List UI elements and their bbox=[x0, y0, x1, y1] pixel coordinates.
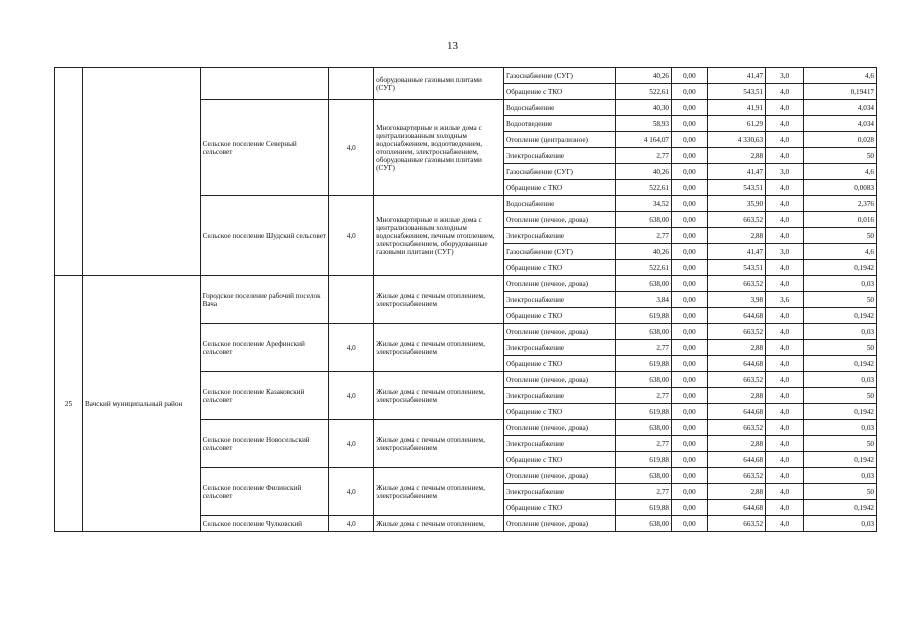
tariff-base-cell: 522,61 bbox=[616, 260, 672, 276]
tariff-base-cell: 2,77 bbox=[616, 388, 672, 404]
norm-cell: 50 bbox=[804, 228, 877, 244]
tariff-zero-cell: 0,00 bbox=[672, 516, 708, 532]
tariff-zero-cell: 0,00 bbox=[672, 244, 708, 260]
settlement-cell bbox=[200, 68, 329, 100]
housing-type-cell: Жилые дома с печным отоплением, электроснабжением bbox=[374, 372, 504, 420]
utility-cell: Электроснабжение bbox=[504, 148, 616, 164]
tariff-base-cell: 619,88 bbox=[616, 452, 672, 468]
utility-cell: Отопление (печное, дрова) bbox=[504, 516, 616, 532]
utility-cell: Газоснабжение (СУГ) bbox=[504, 68, 616, 84]
utility-cell: Электроснабжение bbox=[504, 340, 616, 356]
norm-cell: 0,03 bbox=[804, 420, 877, 436]
norm-cell: 0,03 bbox=[804, 516, 877, 532]
tariff-new-cell: 3,98 bbox=[707, 292, 765, 308]
tariff-base-cell: 522,61 bbox=[616, 180, 672, 196]
norm-cell: 0,03 bbox=[804, 276, 877, 292]
tariff-new-cell: 543,51 bbox=[707, 84, 765, 100]
tariff-base-cell: 34,52 bbox=[616, 196, 672, 212]
utility-cell: Газоснабжение (СУГ) bbox=[504, 244, 616, 260]
tariff-new-cell: 41,47 bbox=[707, 68, 765, 84]
settlement-cell: Сельское поселение Шудский сельсовет bbox=[200, 196, 329, 276]
tariff-zero-cell: 0,00 bbox=[672, 276, 708, 292]
norm-cell: 0,1942 bbox=[804, 308, 877, 324]
increase-cell: 4,0 bbox=[766, 84, 804, 100]
district-cell: Вачский муниципальный район bbox=[82, 276, 200, 532]
tariff-zero-cell: 0,00 bbox=[672, 100, 708, 116]
housing-type-cell: Жилые дома с печным отоплением, электроснабжением bbox=[374, 276, 504, 324]
norm-cell: 50 bbox=[804, 292, 877, 308]
tariff-new-cell: 2,88 bbox=[707, 436, 765, 452]
increase-cell: 4,0 bbox=[766, 468, 804, 484]
tariff-new-cell: 663,52 bbox=[707, 516, 765, 532]
tariff-zero-cell: 0,00 bbox=[672, 308, 708, 324]
tariff-new-cell: 663,52 bbox=[707, 276, 765, 292]
tariff-new-cell: 543,51 bbox=[707, 180, 765, 196]
tariff-zero-cell: 0,00 bbox=[672, 404, 708, 420]
tariff-new-cell: 644,68 bbox=[707, 308, 765, 324]
tariff-base-cell: 638,00 bbox=[616, 468, 672, 484]
tariff-zero-cell: 0,00 bbox=[672, 292, 708, 308]
norm-cell: 0,19417 bbox=[804, 84, 877, 100]
tariff-base-cell: 4 164,07 bbox=[616, 132, 672, 148]
increase-cell: 4,0 bbox=[766, 420, 804, 436]
tariff-base-cell: 40,26 bbox=[616, 164, 672, 180]
utility-cell: Отопление (печное, дрова) bbox=[504, 372, 616, 388]
norm-cell: 0,1942 bbox=[804, 404, 877, 420]
tariff-base-cell: 619,88 bbox=[616, 500, 672, 516]
tariff-zero-cell: 0,00 bbox=[672, 228, 708, 244]
utility-cell: Водоснабжение bbox=[504, 100, 616, 116]
tariff-base-cell: 638,00 bbox=[616, 372, 672, 388]
norm-cell: 0,03 bbox=[804, 468, 877, 484]
tariff-zero-cell: 0,00 bbox=[672, 420, 708, 436]
increase-cell: 4,0 bbox=[766, 516, 804, 532]
norm-cell: 0,1942 bbox=[804, 260, 877, 276]
housing-type-cell: Жилые дома с печным отоплением, bbox=[374, 516, 504, 532]
increase-cell: 3,0 bbox=[766, 68, 804, 84]
housing-type-cell: Жилые дома с печным отоплением, электроснабжением bbox=[374, 420, 504, 468]
tariff-base-cell: 2,77 bbox=[616, 436, 672, 452]
coefficient-cell bbox=[329, 276, 374, 324]
norm-cell: 4,6 bbox=[804, 244, 877, 260]
norm-cell: 0,1942 bbox=[804, 500, 877, 516]
tariff-base-cell: 619,88 bbox=[616, 308, 672, 324]
settlement-cell: Сельское поселение Казаковский сельсовет bbox=[200, 372, 329, 420]
norm-cell: 2,376 bbox=[804, 196, 877, 212]
tariff-zero-cell: 0,00 bbox=[672, 212, 708, 228]
housing-type-cell: Жилые дома с печным отоплением, электроснабжением bbox=[374, 468, 504, 516]
settlement-cell: Сельское поселение Новосельский сельсовет bbox=[200, 420, 329, 468]
tariff-zero-cell: 0,00 bbox=[672, 116, 708, 132]
tariff-new-cell: 61,29 bbox=[707, 116, 765, 132]
utility-cell: Отопление (печное, дрова) bbox=[504, 468, 616, 484]
tariff-new-cell: 41,47 bbox=[707, 164, 765, 180]
increase-cell: 3,6 bbox=[766, 292, 804, 308]
norm-cell: 0,1942 bbox=[804, 452, 877, 468]
housing-type-cell: Многоквартирные и жилые дома с централизованным холодным водоснабжением, водоотведением, отоплением, электроснабжением, оборудованные газовыми плитами (СУГ) bbox=[374, 100, 504, 196]
tariff-base-cell: 2,77 bbox=[616, 148, 672, 164]
utility-cell: Отопление (печное, дрова) bbox=[504, 276, 616, 292]
tariff-new-cell: 663,52 bbox=[707, 324, 765, 340]
housing-type-cell: Жилые дома с печным отоплением, электроснабжением bbox=[374, 324, 504, 372]
tariff-zero-cell: 0,00 bbox=[672, 372, 708, 388]
tariff-new-cell: 2,88 bbox=[707, 388, 765, 404]
utility-cell: Отопление (печное, дрова) bbox=[504, 212, 616, 228]
norm-cell: 0,03 bbox=[804, 324, 877, 340]
increase-cell: 4,0 bbox=[766, 436, 804, 452]
row-number-cell: 25 bbox=[55, 276, 83, 532]
utility-cell: Обращение с ТКО bbox=[504, 356, 616, 372]
increase-cell: 4,0 bbox=[766, 484, 804, 500]
tariff-base-cell: 638,00 bbox=[616, 212, 672, 228]
increase-cell: 4,0 bbox=[766, 276, 804, 292]
tariff-zero-cell: 0,00 bbox=[672, 164, 708, 180]
coefficient-cell: 4,0 bbox=[329, 372, 374, 420]
norm-cell: 0,016 bbox=[804, 212, 877, 228]
tariff-base-cell: 2,77 bbox=[616, 340, 672, 356]
tariff-zero-cell: 0,00 bbox=[672, 484, 708, 500]
coefficient-cell: 4,0 bbox=[329, 420, 374, 468]
norm-cell: 0,03 bbox=[804, 372, 877, 388]
norm-cell: 4,6 bbox=[804, 68, 877, 84]
tariff-zero-cell: 0,00 bbox=[672, 324, 708, 340]
norm-cell: 0,1942 bbox=[804, 356, 877, 372]
tariff-zero-cell: 0,00 bbox=[672, 436, 708, 452]
increase-cell: 4,0 bbox=[766, 404, 804, 420]
district-cell bbox=[82, 68, 200, 276]
increase-cell: 4,0 bbox=[766, 308, 804, 324]
tariff-new-cell: 644,68 bbox=[707, 404, 765, 420]
tariff-new-cell: 41,47 bbox=[707, 244, 765, 260]
tariff-new-cell: 663,52 bbox=[707, 468, 765, 484]
increase-cell: 4,0 bbox=[766, 324, 804, 340]
increase-cell: 4,0 bbox=[766, 116, 804, 132]
tariff-new-cell: 663,52 bbox=[707, 420, 765, 436]
utility-cell: Отопление (централизное) bbox=[504, 132, 616, 148]
tariff-zero-cell: 0,00 bbox=[672, 180, 708, 196]
housing-type-cell: оборудованные газовыми плитами (СУГ) bbox=[374, 68, 504, 100]
tariff-zero-cell: 0,00 bbox=[672, 452, 708, 468]
tariff-new-cell: 2,88 bbox=[707, 340, 765, 356]
coefficient-cell: 4,0 bbox=[329, 100, 374, 196]
table-row bbox=[55, 68, 877, 84]
tariff-zero-cell: 0,00 bbox=[672, 468, 708, 484]
tariff-zero-cell: 0,00 bbox=[672, 132, 708, 148]
increase-cell: 4,0 bbox=[766, 500, 804, 516]
coefficient-cell: 4,0 bbox=[329, 516, 374, 532]
utility-cell: Электроснабжение bbox=[504, 484, 616, 500]
increase-cell: 4,0 bbox=[766, 132, 804, 148]
tariff-zero-cell: 0,00 bbox=[672, 356, 708, 372]
page-number: 13 bbox=[447, 40, 458, 52]
utility-cell: Обращение с ТКО bbox=[504, 84, 616, 100]
increase-cell: 4,0 bbox=[766, 356, 804, 372]
increase-cell: 4,0 bbox=[766, 372, 804, 388]
tariff-new-cell: 4 330,63 bbox=[707, 132, 765, 148]
utility-cell: Обращение с ТКО bbox=[504, 308, 616, 324]
utility-cell: Электроснабжение bbox=[504, 388, 616, 404]
settlement-cell: Сельское поселение Филинский сельсовет bbox=[200, 468, 329, 516]
utility-cell: Обращение с ТКО bbox=[504, 500, 616, 516]
tariff-base-cell: 638,00 bbox=[616, 516, 672, 532]
tariff-new-cell: 644,68 bbox=[707, 452, 765, 468]
norm-cell: 50 bbox=[804, 340, 877, 356]
settlement-cell: Сельское поселение Арефинский сельсовет bbox=[200, 324, 329, 372]
tariff-table bbox=[54, 67, 877, 532]
increase-cell: 4,0 bbox=[766, 388, 804, 404]
utility-cell: Отопление (печное, дрова) bbox=[504, 420, 616, 436]
norm-cell: 4,034 bbox=[804, 116, 877, 132]
tariff-base-cell: 3,84 bbox=[616, 292, 672, 308]
tariff-base-cell: 58,93 bbox=[616, 116, 672, 132]
utility-cell: Электроснабжение bbox=[504, 292, 616, 308]
utility-cell: Водоотведение bbox=[504, 116, 616, 132]
tariff-new-cell: 644,68 bbox=[707, 356, 765, 372]
utility-cell: Электроснабжение bbox=[504, 436, 616, 452]
tariff-zero-cell: 0,00 bbox=[672, 260, 708, 276]
tariff-base-cell: 522,61 bbox=[616, 84, 672, 100]
coefficient-cell bbox=[329, 68, 374, 100]
increase-cell: 4,0 bbox=[766, 340, 804, 356]
tariff-zero-cell: 0,00 bbox=[672, 388, 708, 404]
tariff-base-cell: 638,00 bbox=[616, 276, 672, 292]
increase-cell: 4,0 bbox=[766, 180, 804, 196]
norm-cell: 0,028 bbox=[804, 132, 877, 148]
increase-cell: 3,0 bbox=[766, 164, 804, 180]
norm-cell: 4,6 bbox=[804, 164, 877, 180]
utility-cell: Обращение с ТКО bbox=[504, 180, 616, 196]
housing-type-cell: Многоквартирные и жилые дома с централизованным холодным водоснабжением, печным отоплением, электроснабжением, оборудованные газовыми плитами (СУГ) bbox=[374, 196, 504, 276]
coefficient-cell: 4,0 bbox=[329, 324, 374, 372]
utility-cell: Электроснабжение bbox=[504, 228, 616, 244]
norm-cell: 50 bbox=[804, 484, 877, 500]
tariff-zero-cell: 0,00 bbox=[672, 340, 708, 356]
tariff-new-cell: 543,51 bbox=[707, 260, 765, 276]
tariff-base-cell: 40,26 bbox=[616, 68, 672, 84]
utility-cell: Водоснабжение bbox=[504, 196, 616, 212]
norm-cell: 50 bbox=[804, 436, 877, 452]
utility-cell: Газоснабжение (СУГ) bbox=[504, 164, 616, 180]
tariff-new-cell: 2,88 bbox=[707, 228, 765, 244]
tariff-base-cell: 40,30 bbox=[616, 100, 672, 116]
settlement-cell: Сельское поселение Чулковский bbox=[200, 516, 329, 532]
tariff-zero-cell: 0,00 bbox=[672, 68, 708, 84]
increase-cell: 3,0 bbox=[766, 244, 804, 260]
increase-cell: 4,0 bbox=[766, 100, 804, 116]
increase-cell: 4,0 bbox=[766, 452, 804, 468]
tariff-new-cell: 35,90 bbox=[707, 196, 765, 212]
utility-cell: Обращение с ТКО bbox=[504, 452, 616, 468]
tariff-zero-cell: 0,00 bbox=[672, 148, 708, 164]
norm-cell: 0,0083 bbox=[804, 180, 877, 196]
row-number-cell bbox=[55, 68, 83, 276]
utility-cell: Обращение с ТКО bbox=[504, 404, 616, 420]
increase-cell: 4,0 bbox=[766, 148, 804, 164]
settlement-cell: Городское поселение рабочий поселок Вача bbox=[200, 276, 329, 324]
norm-cell: 4,034 bbox=[804, 100, 877, 116]
utility-cell: Отопление (печное, дрова) bbox=[504, 324, 616, 340]
tariff-base-cell: 619,88 bbox=[616, 404, 672, 420]
norm-cell: 50 bbox=[804, 388, 877, 404]
tariff-base-cell: 40,26 bbox=[616, 244, 672, 260]
tariff-new-cell: 2,88 bbox=[707, 484, 765, 500]
increase-cell: 4,0 bbox=[766, 260, 804, 276]
tariff-base-cell: 2,77 bbox=[616, 484, 672, 500]
increase-cell: 4,0 bbox=[766, 212, 804, 228]
coefficient-cell: 4,0 bbox=[329, 468, 374, 516]
tariff-base-cell: 638,00 bbox=[616, 420, 672, 436]
norm-cell: 50 bbox=[804, 148, 877, 164]
tariff-new-cell: 41,91 bbox=[707, 100, 765, 116]
table-row bbox=[55, 276, 877, 292]
tariff-base-cell: 2,77 bbox=[616, 228, 672, 244]
tariff-base-cell: 638,00 bbox=[616, 324, 672, 340]
tariff-new-cell: 663,52 bbox=[707, 372, 765, 388]
increase-cell: 4,0 bbox=[766, 196, 804, 212]
tariff-new-cell: 644,68 bbox=[707, 500, 765, 516]
tariff-zero-cell: 0,00 bbox=[672, 84, 708, 100]
tariff-zero-cell: 0,00 bbox=[672, 196, 708, 212]
coefficient-cell: 4,0 bbox=[329, 196, 374, 276]
utility-cell: Обращение с ТКО bbox=[504, 260, 616, 276]
tariff-new-cell: 663,52 bbox=[707, 212, 765, 228]
tariff-new-cell: 2,88 bbox=[707, 148, 765, 164]
increase-cell: 4,0 bbox=[766, 228, 804, 244]
tariff-zero-cell: 0,00 bbox=[672, 500, 708, 516]
settlement-cell: Сельское поселение Северный сельсовет bbox=[200, 100, 329, 196]
tariff-base-cell: 619,88 bbox=[616, 356, 672, 372]
